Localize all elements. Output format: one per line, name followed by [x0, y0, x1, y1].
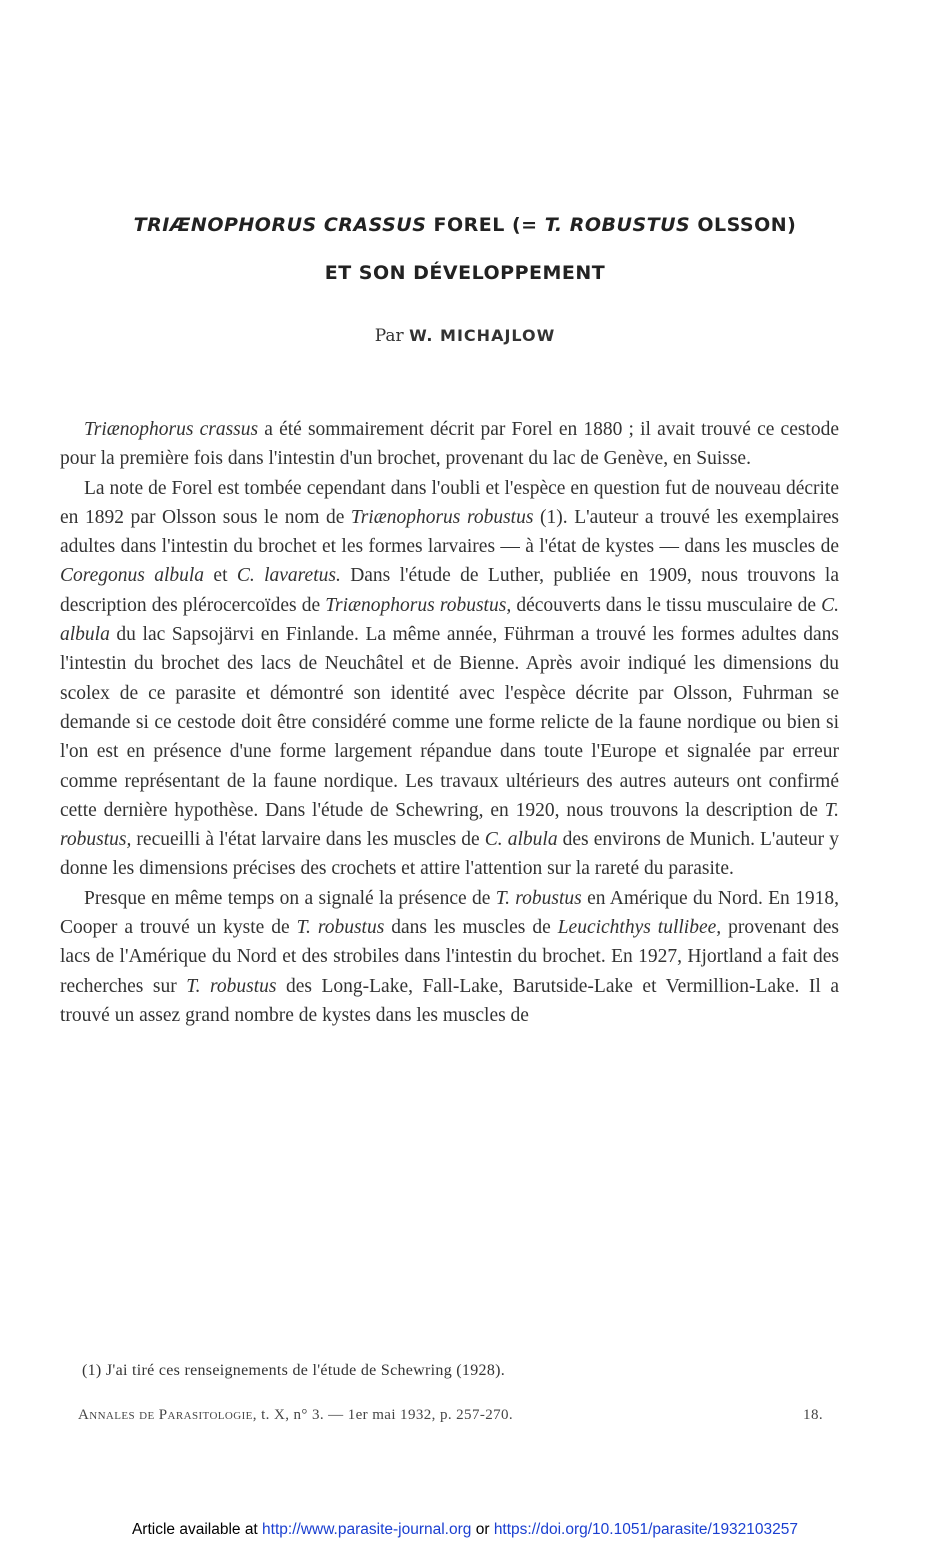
body-paragraph	[60, 415, 839, 474]
article-title-line-1	[40, 214, 890, 236]
paragraph-text: (1). L'auteur a trouvé les exemplaires adultes dans l'intestin du brochet et les formes larvaires — à l'état de kystes — dans les muscles de	[60, 506, 839, 558]
italic-taxon-text: T. robustus,	[60, 799, 839, 851]
italic-taxon-text: T. robustus	[296, 917, 385, 939]
footnote: (1) J'ai tiré ces renseignements de l'étude de Schewring (1928).	[82, 1362, 506, 1379]
italic-taxon-text: Leucichthys tullibee,	[557, 917, 722, 939]
paragraph-text: découverts dans le tissu musculaire de	[511, 594, 822, 616]
italic-taxon-text: C. albula	[60, 594, 840, 646]
journal-page-number: 18.	[803, 1407, 823, 1423]
italic-taxon-text: C. albula	[484, 829, 558, 851]
title-synonym: T. ROBUSTUS	[544, 214, 691, 236]
journal-link[interactable]: http://www.parasite-journal.org	[262, 1521, 472, 1538]
paragraph-text: en Amérique du Nord. En 1918, Cooper a trouvé un kyste de	[60, 887, 840, 939]
journal-name: Annales de Parasitologie,	[78, 1407, 257, 1423]
paragraph-text: recueilli à l'état larvaire dans les muscles de	[131, 829, 485, 851]
italic-taxon-text: Triænophorus crassus	[84, 419, 259, 440]
paragraph-text: et	[204, 565, 237, 587]
availability-or: or	[471, 1521, 494, 1538]
paragraph-text: a été sommairement décrit par Forel en 1880 ; il avait trouvé ce cestode pour la première fois dans l'intestin d'un brochet, provenant du lac de Genève, en Suisse.	[60, 419, 840, 470]
title-author-olsson: OLSSON)	[690, 214, 797, 236]
availability-prefix: Article available at	[131, 1521, 263, 1538]
italic-taxon-text: C. lavaretus.	[236, 565, 341, 587]
author-prefix: Par	[374, 326, 410, 346]
italic-taxon-text: Coregonus albula	[60, 565, 205, 587]
paragraph-text: des environs de Munich. L'auteur y donne les dimensions précises des crochets et attire l'attention sur la rareté du parasite.	[60, 829, 839, 880]
paragraph-text: des Long-Lake, Fall-Lake, Barutside-Lake et Vermillion-Lake. Il a trouvé un assez grand nombre de kystes dans les muscles de	[60, 975, 839, 1026]
title-genus-species: TRIÆNOPHORUS CRASSUS	[133, 214, 427, 236]
author-byline	[0, 326, 930, 346]
italic-taxon-text: Triænophorus robustus	[350, 506, 534, 528]
title-author-forel: FOREL (=	[426, 214, 545, 236]
journal-reference	[78, 1407, 513, 1424]
article-body	[60, 415, 839, 1030]
article-title-line-2: ET SON DÉVELOPPEMENT	[324, 262, 606, 284]
paragraph-text: dans les muscles de	[384, 917, 558, 939]
journal-issue: t. X, n° 3. — 1er mai 1932, p. 257-270.	[261, 1407, 514, 1423]
paragraph-text: Presque en même temps on a signalé la présence de	[84, 887, 496, 909]
italic-taxon-text: T. robustus	[495, 887, 582, 909]
paragraph-text: provenant des lacs de l'Amérique du Nord et des strobiles dans l'intestin du brochet. En 1927, Hjortland a fait des recherches sur	[60, 917, 839, 997]
paragraph-text: du lac Sapsojärvi en Finlande. La même année, Führman a trouvé les formes adultes dans l'intestin du brochet des lacs de Neuchâtel et de Bienne. Après avoir indiqué les dimensions du scolex de ce parasite et démontré son identité avec l'espèce décrite par Olsson, Fuhrman se demande si ce cestode doit être considéré comme une forme relicte de la faune nordique ou bien si l'on est en présence d'une forme largement répandue dans toute l'Europe et signalée par erreur comme représentant de la faune nordique. Les travaux ultérieurs des autres auteurs ont confirmé cette dernière hypothèse. Dans l'étude de Schewring, en 1920, nous trouvons la description de	[60, 624, 839, 821]
journal-citation	[78, 1407, 823, 1424]
body-paragraph	[60, 884, 839, 1030]
paragraph-text: Dans l'étude de Luther, publiée en 1909, nous trouvons la description des plérocercoïdes de	[60, 565, 839, 616]
italic-taxon-text: T. robustus	[186, 975, 277, 997]
doi-link[interactable]: https://doi.org/10.1051/parasite/1932103257	[493, 1521, 799, 1538]
author-name: W. MICHAJLOW	[409, 326, 556, 345]
availability-banner	[0, 1521, 930, 1539]
italic-taxon-text: Triænophorus robustus,	[325, 594, 512, 616]
paragraph-text: La note de Forel est tombée cependant dans l'oubli et l'espèce en question fut de nouveau décrite en 1892 par Olsson sous le nom de	[60, 477, 839, 528]
body-paragraph	[60, 474, 839, 884]
